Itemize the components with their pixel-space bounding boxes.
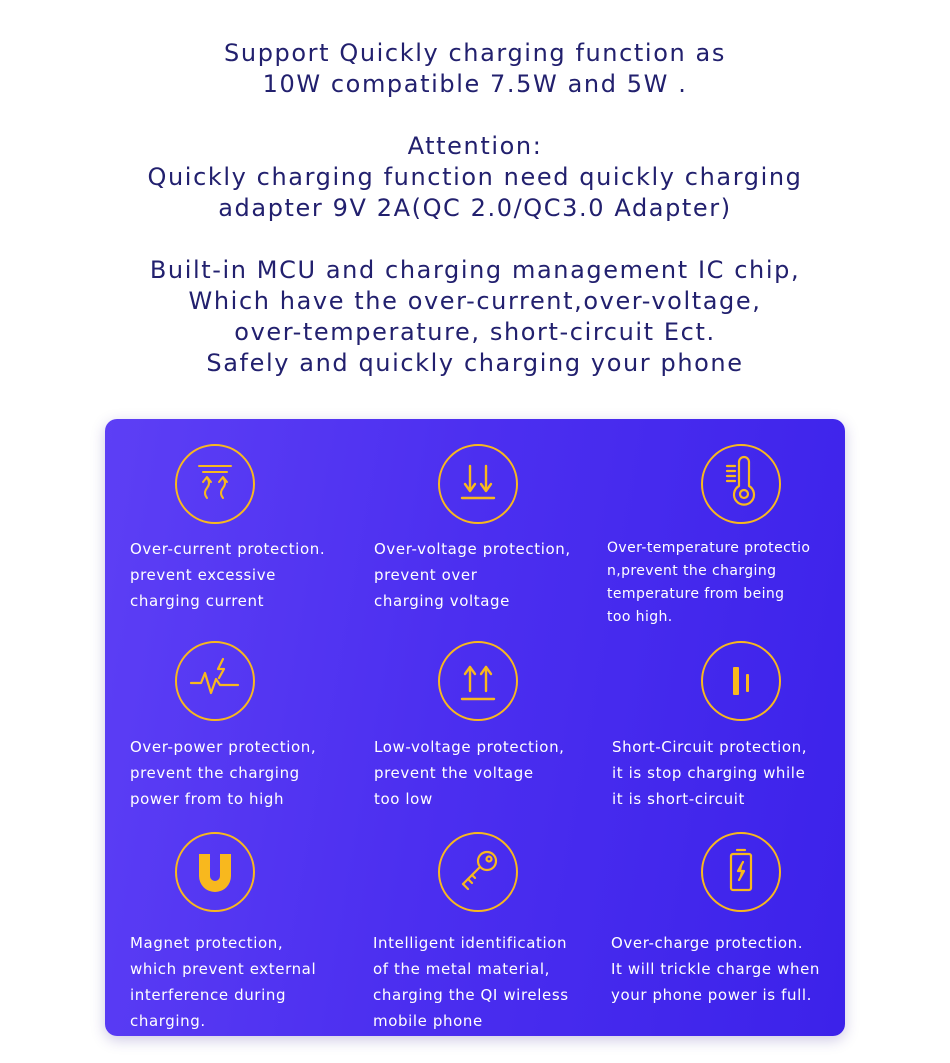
short-circuit-icon [701, 641, 781, 721]
feature-line: it is short-circuit [612, 790, 745, 808]
feature-description [607, 537, 810, 629]
feature-description [130, 930, 316, 1034]
low-voltage-icon [438, 641, 518, 721]
feature-line: prevent over [374, 566, 478, 584]
feature-line: which prevent external [130, 960, 317, 978]
intro-line: Quickly charging function need quickly charging [147, 163, 803, 191]
feature-line: Short-Circuit protection, [612, 738, 808, 756]
intro-line: over-temperature, short-circuit Ect. [234, 318, 716, 346]
feature-line: your phone power is full. [611, 986, 812, 1004]
feature-line: charging voltage [374, 592, 510, 610]
attention-heading: Attention: [407, 132, 543, 160]
feature-description [130, 734, 316, 812]
feature-line: Over-temperature protectio [607, 540, 811, 556]
feature-line: Over-charge protection. [611, 934, 804, 952]
feature-line: Over-power protection, [130, 738, 317, 756]
feature-description [130, 536, 325, 614]
feature-line: temperature from being [607, 586, 785, 602]
feature-description [373, 930, 569, 1034]
over-current-icon [175, 444, 255, 524]
intro-line: 10W compatible 7.5W and 5W . [262, 70, 688, 98]
magnet-icon [175, 832, 255, 912]
intro-line: Safely and quickly charging your phone [206, 349, 744, 377]
feature-line: prevent the voltage [374, 764, 534, 782]
feature-description [374, 734, 565, 812]
feature-line: It will trickle charge when [611, 960, 821, 978]
intro-text [0, 38, 950, 410]
feature-description [611, 930, 820, 1008]
feature-line: n,prevent the charging [607, 563, 777, 579]
feature-line: Over-current protection. [130, 540, 326, 558]
intro-line: Which have the over-current,over-voltage, [188, 287, 762, 315]
feature-line: prevent the charging [130, 764, 300, 782]
thermometer-icon [701, 444, 781, 524]
feature-line: Magnet protection, [130, 934, 284, 952]
feature-line: Intelligent identification [373, 934, 568, 952]
feature-line: of the metal material, [373, 960, 551, 978]
feature-line: Low-voltage protection, [374, 738, 565, 756]
feature-line: charging. [130, 1012, 206, 1030]
builtin-paragraph [0, 255, 950, 379]
feature-description [374, 536, 571, 614]
feature-description [612, 734, 807, 812]
feature-line: mobile phone [373, 1012, 483, 1030]
intro-line: Support Quickly charging function as [224, 39, 726, 67]
intro-line: adapter 9V 2A(QC 2.0/QC3.0 Adapter) [218, 194, 732, 222]
feature-line: interference during [130, 986, 287, 1004]
feature-line: charging the QI wireless [373, 986, 569, 1004]
battery-charge-icon [701, 832, 781, 912]
key-icon [438, 832, 518, 912]
feature-line: charging current [130, 592, 265, 610]
feature-line: Over-voltage protection, [374, 540, 571, 558]
attention-paragraph [0, 131, 950, 224]
support-paragraph [0, 38, 950, 100]
protection-features-panel [105, 419, 845, 1036]
pulse-bolt-icon [175, 641, 255, 721]
feature-line: power from to high [130, 790, 285, 808]
over-voltage-icon [438, 444, 518, 524]
feature-line: prevent excessive [130, 566, 277, 584]
feature-line: it is stop charging while [612, 764, 806, 782]
intro-line: Built-in MCU and charging management IC chip, [149, 256, 801, 284]
feature-line: too low [374, 790, 433, 808]
feature-line: too high. [607, 609, 673, 625]
